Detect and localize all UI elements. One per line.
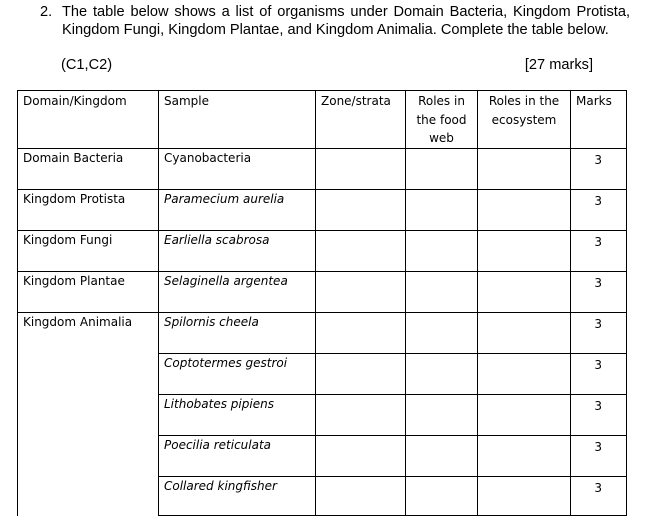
food-web-answer-cell[interactable] <box>406 190 478 231</box>
domain-cell: Kingdom Plantae <box>18 272 159 313</box>
marks-cell: 3 <box>571 231 627 272</box>
table-row <box>18 272 627 313</box>
ecosystem-answer-cell[interactable] <box>478 477 571 516</box>
food-web-answer-cell[interactable] <box>406 395 478 436</box>
table-row <box>18 436 627 477</box>
table-row <box>18 190 627 231</box>
sample-cell: Coptotermes gestroi <box>159 354 316 395</box>
marks-cell: 3 <box>571 149 627 190</box>
marks-cell: 3 <box>571 436 627 477</box>
table-row <box>18 149 627 190</box>
ecosystem-answer-cell[interactable] <box>478 190 571 231</box>
question-block <box>40 3 630 39</box>
marks-cell: 3 <box>571 395 627 436</box>
header-marks: Marks <box>571 91 627 149</box>
marks-cell: 3 <box>571 272 627 313</box>
sample-cell: Lithobates pipiens <box>159 395 316 436</box>
question-meta-row <box>61 56 593 74</box>
header-ecosystem: Roles in the ecosystem <box>478 91 571 149</box>
marks-cell: 3 <box>571 477 627 516</box>
header-domain: Domain/Kingdom <box>18 91 159 149</box>
organism-table <box>17 90 627 516</box>
zone-answer-cell[interactable] <box>316 313 406 354</box>
zone-answer-cell[interactable] <box>316 354 406 395</box>
food-web-answer-cell[interactable] <box>406 436 478 477</box>
table-header-row <box>18 91 627 149</box>
food-web-answer-cell[interactable] <box>406 477 478 516</box>
domain-cell: Kingdom Protista <box>18 190 159 231</box>
question-row <box>40 3 630 39</box>
domain-cell <box>18 395 159 436</box>
table-row <box>18 231 627 272</box>
food-web-answer-cell[interactable] <box>406 272 478 313</box>
marks-cell: 3 <box>571 354 627 395</box>
sample-cell: Cyanobacteria <box>159 149 316 190</box>
domain-cell: Kingdom Fungi <box>18 231 159 272</box>
domain-cell <box>18 477 159 516</box>
table-row <box>18 313 627 354</box>
ecosystem-answer-cell[interactable] <box>478 149 571 190</box>
sample-cell: Paramecium aurelia <box>159 190 316 231</box>
ecosystem-answer-cell[interactable] <box>478 354 571 395</box>
table-row <box>18 477 627 516</box>
ecosystem-answer-cell[interactable] <box>478 436 571 477</box>
ecosystem-answer-cell[interactable] <box>478 395 571 436</box>
sample-cell: Collared kingfisher <box>159 477 316 516</box>
zone-answer-cell[interactable] <box>316 477 406 516</box>
zone-answer-cell[interactable] <box>316 436 406 477</box>
marks-cell: 3 <box>571 313 627 354</box>
header-zone: Zone/strata <box>316 91 406 149</box>
zone-answer-cell[interactable] <box>316 149 406 190</box>
food-web-answer-cell[interactable] <box>406 231 478 272</box>
ecosystem-answer-cell[interactable] <box>478 272 571 313</box>
food-web-answer-cell[interactable] <box>406 149 478 190</box>
header-sample: Sample <box>159 91 316 149</box>
question-number: 2. <box>40 4 53 20</box>
food-web-answer-cell[interactable] <box>406 313 478 354</box>
domain-cell <box>18 436 159 477</box>
header-food-web: Roles in the food web <box>406 91 478 149</box>
question-marks: [27 marks] <box>524 57 593 73</box>
ecosystem-answer-cell[interactable] <box>478 313 571 354</box>
table-row <box>18 354 627 395</box>
question-text: The table below shows a list of organisms under Domain Bacteria, Kingdom Protista, Kingdom Fungi, Kingdom Plantae, and Kingdom Animalia. Complete the table below. <box>62 4 630 38</box>
domain-cell <box>18 354 159 395</box>
zone-answer-cell[interactable] <box>316 231 406 272</box>
zone-answer-cell[interactable] <box>316 190 406 231</box>
table-row <box>18 395 627 436</box>
domain-cell: Domain Bacteria <box>18 149 159 190</box>
sample-cell: Earliella scabrosa <box>159 231 316 272</box>
question-codes: (C1,C2) <box>61 57 113 73</box>
ecosystem-answer-cell[interactable] <box>478 231 571 272</box>
zone-answer-cell[interactable] <box>316 395 406 436</box>
zone-answer-cell[interactable] <box>316 272 406 313</box>
sample-cell: Poecilia reticulata <box>159 436 316 477</box>
food-web-answer-cell[interactable] <box>406 354 478 395</box>
sample-cell: Spilornis cheela <box>159 313 316 354</box>
domain-cell: Kingdom Animalia <box>18 313 159 354</box>
sample-cell: Selaginella argentea <box>159 272 316 313</box>
marks-cell: 3 <box>571 190 627 231</box>
